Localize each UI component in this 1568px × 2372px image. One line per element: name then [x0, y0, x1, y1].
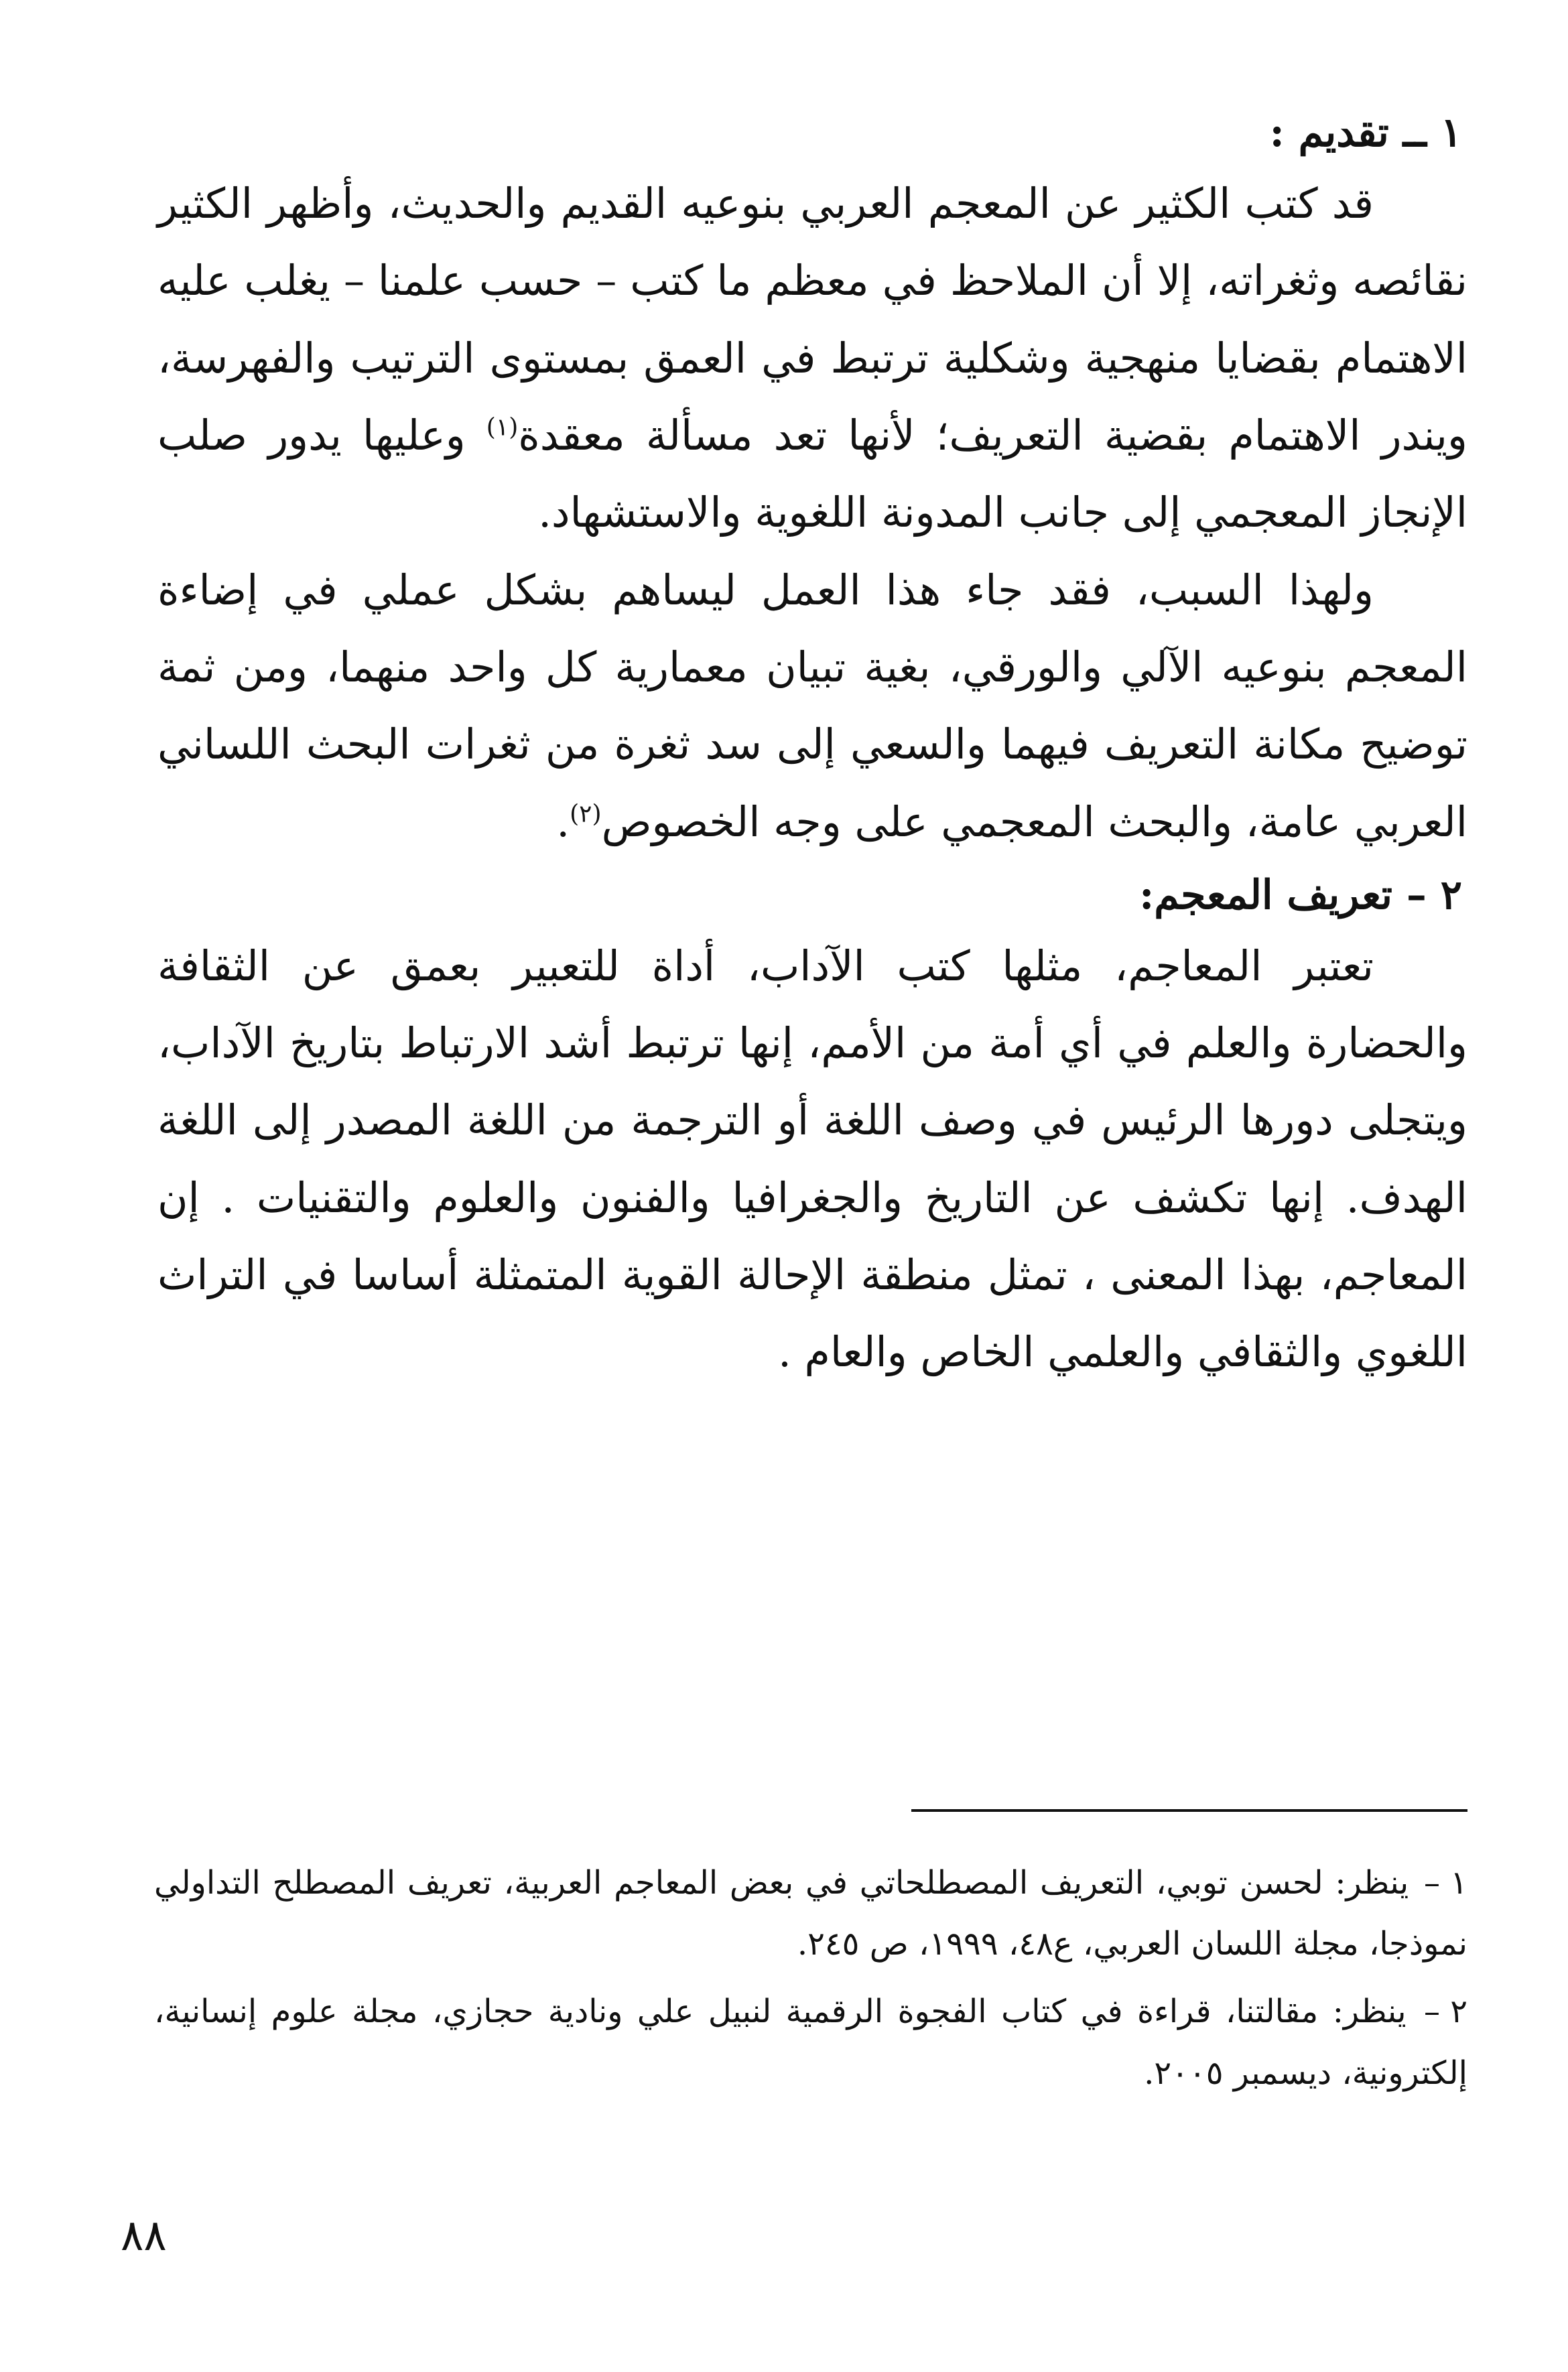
- paragraph-text: وعليها يدور صلب الإنجاز المعجمي إلى جانب المدونة اللغوية والاستشهاد.: [157, 410, 1467, 537]
- footnote-number: ٢ –: [1423, 1993, 1468, 2031]
- footnote-2: [154, 1981, 1467, 2103]
- paragraph-text: ولهذا السبب، فقد جاء هذا العمل ليساهم بشكل عملي في إضاءة المعجم بنوعيه الآلي والورقي، بغية تبيان معمارية كل واحد منهما، ومن ثمة توضيح مكانة التعريف فيهما والسعي إلى سد ثغرة من ثغرات البحث اللساني العربي عامة، والبحث المعجمي على وجه الخصوص: [157, 565, 1467, 846]
- paragraph-intro-2: [157, 551, 1467, 860]
- page-number: ٨٨: [121, 2211, 167, 2261]
- footnote-text: ينظر: لحسن توبي، التعريف المصطلحاتي في بعض المعاجم العربية، تعريف المصطلح التداولي نموذجا، مجلة اللسان العربي، ع٤٨، ١٩٩٩، ص ٢٤٥.: [154, 1864, 1467, 1963]
- paragraph-intro-1: [157, 165, 1467, 551]
- paragraph-definition-1: تعتبر المعاجم، مثلها كتب الآداب، أداة للتعبير بعمق عن الثقافة والحضارة والعلم في أي أمة من الأمم، إنها ترتبط أشد الارتباط بتاريخ الآداب، ويتجلى دورها الرئيس في وصف اللغة أو الترجمة من اللغة المصدر إلى اللغة الهدف. إنها تكشف عن التاريخ والجغرافيا والفنون والعلوم والتقنيات . إن المعاجم، بهذا المعنى ، تمثل منطقة الإحالة القوية المتمثلة أساسا في التراث اللغوي والثقافي والعلمي الخاص والعام .: [157, 941, 1467, 1377]
- section-heading-intro: ١ ــ تقديم :: [1269, 109, 1462, 156]
- section-heading-definition: ٢ – تعريف المعجم:: [1139, 871, 1462, 919]
- footnote-text: ينظر: مقالتنا، قراءة في كتاب الفجوة الرقمية لنبيل علي ونادية حجازي، مجلة علوم إنسانية، إلكترونية، ديسمبر ٢٠٠٥.: [154, 1993, 1467, 2092]
- footnote-ref-1[interactable]: (١): [486, 413, 519, 442]
- footnotes: [154, 1853, 1467, 2111]
- footnote-number: ١ –: [1423, 1864, 1467, 1902]
- footnote-ref-2[interactable]: (٢): [570, 799, 602, 828]
- paragraph-text: .: [556, 797, 570, 846]
- footnote-1: [154, 1853, 1467, 1975]
- footnote-divider: [911, 1809, 1467, 1812]
- body-text: [157, 101, 1467, 1391]
- paragraph-text: قد كتب الكثير عن المعجم العربي بنوعيه القديم والحديث، وأظهر الكثير نقائصه وثغراته، إلا أن الملاحظ في معظم ما كتب – حسب علمنا – يغلب عليه الاهتمام بقضايا منهجية وشكلية ترتبط في العمق بمستوى الترتيب والفهرسة، ويندر الاهتمام بقضية التعريف؛ لأنها تعد مسألة معقدة: [157, 179, 1467, 460]
